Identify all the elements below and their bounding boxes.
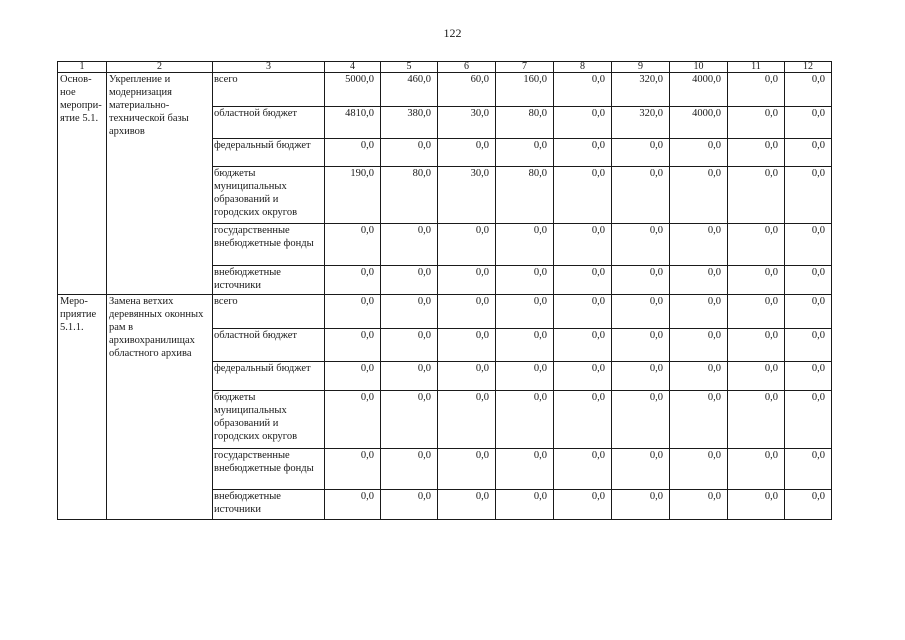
amount-cell: 0,0 [496, 266, 554, 295]
amount-cell: 0,0 [381, 362, 438, 391]
amount-cell: 0,0 [728, 107, 785, 139]
amount-cell: 0,0 [325, 266, 381, 295]
amount-cell: 0,0 [612, 139, 670, 167]
amount-cell: 0,0 [728, 449, 785, 490]
activity-code: Меро-приятие 5.1.1. [58, 295, 107, 520]
amount-cell: 320,0 [612, 107, 670, 139]
amount-cell: 0,0 [670, 266, 728, 295]
amount-cell: 0,0 [670, 449, 728, 490]
amount-cell: 4000,0 [670, 73, 728, 107]
column-number: 12 [785, 62, 832, 73]
amount-cell: 0,0 [554, 295, 612, 329]
amount-cell: 0,0 [612, 362, 670, 391]
amount-cell: 0,0 [670, 139, 728, 167]
amount-cell: 460,0 [381, 73, 438, 107]
column-number: 6 [438, 62, 496, 73]
amount-cell: 160,0 [496, 73, 554, 107]
amount-cell: 0,0 [554, 266, 612, 295]
activity-code: Основ-ное меропри-ятие 5.1. [58, 73, 107, 295]
amount-cell: 0,0 [438, 449, 496, 490]
column-number-row [58, 62, 832, 73]
funding-source: областной бюджет [213, 107, 325, 139]
amount-cell: 0,0 [728, 490, 785, 520]
amount-cell: 0,0 [381, 391, 438, 449]
amount-cell: 0,0 [670, 224, 728, 266]
amount-cell: 0,0 [728, 167, 785, 224]
amount-cell: 0,0 [728, 73, 785, 107]
amount-cell: 0,0 [496, 139, 554, 167]
amount-cell: 0,0 [785, 167, 832, 224]
amount-cell: 0,0 [438, 295, 496, 329]
column-number: 11 [728, 62, 785, 73]
amount-cell: 0,0 [554, 167, 612, 224]
funding-source: всего [213, 295, 325, 329]
table-row [58, 73, 832, 107]
amount-cell: 0,0 [438, 329, 496, 362]
activity-name: Замена ветхих деревянных оконных рам в архивохранилищах областного архива [107, 295, 213, 520]
funding-source: федеральный бюджет [213, 139, 325, 167]
amount-cell: 0,0 [785, 362, 832, 391]
funding-source: всего [213, 73, 325, 107]
funding-source: внебюджетные источники [213, 266, 325, 295]
amount-cell: 0,0 [612, 449, 670, 490]
amount-cell: 0,0 [612, 295, 670, 329]
amount-cell: 0,0 [438, 139, 496, 167]
amount-cell: 5000,0 [325, 73, 381, 107]
budget-table [57, 61, 832, 520]
amount-cell: 0,0 [325, 490, 381, 520]
amount-cell: 0,0 [670, 329, 728, 362]
amount-cell: 0,0 [785, 266, 832, 295]
amount-cell: 0,0 [496, 362, 554, 391]
amount-cell: 0,0 [612, 266, 670, 295]
amount-cell: 0,0 [670, 391, 728, 449]
amount-cell: 0,0 [728, 391, 785, 449]
table-row [58, 295, 832, 329]
amount-cell: 0,0 [381, 295, 438, 329]
amount-cell: 0,0 [554, 329, 612, 362]
amount-cell: 190,0 [325, 167, 381, 224]
amount-cell: 0,0 [325, 449, 381, 490]
activity-name: Укрепление и модернизация материально-технической базы архивов [107, 73, 213, 295]
column-number: 3 [213, 62, 325, 73]
amount-cell: 0,0 [325, 362, 381, 391]
column-number: 1 [58, 62, 107, 73]
amount-cell: 0,0 [728, 224, 785, 266]
amount-cell: 0,0 [496, 449, 554, 490]
amount-cell: 0,0 [785, 73, 832, 107]
amount-cell: 0,0 [554, 224, 612, 266]
amount-cell: 0,0 [728, 362, 785, 391]
amount-cell: 80,0 [381, 167, 438, 224]
amount-cell: 0,0 [438, 224, 496, 266]
amount-cell: 0,0 [325, 391, 381, 449]
funding-source: государственные внебюджетные фонды [213, 224, 325, 266]
amount-cell: 0,0 [728, 139, 785, 167]
amount-cell: 0,0 [612, 224, 670, 266]
amount-cell: 0,0 [785, 490, 832, 520]
amount-cell: 0,0 [381, 266, 438, 295]
amount-cell: 0,0 [785, 295, 832, 329]
amount-cell: 0,0 [785, 107, 832, 139]
funding-source: бюджеты муниципальных образований и городских округов [213, 391, 325, 449]
amount-cell: 0,0 [438, 266, 496, 295]
amount-cell: 0,0 [612, 490, 670, 520]
amount-cell: 0,0 [728, 329, 785, 362]
amount-cell: 0,0 [728, 295, 785, 329]
amount-cell: 0,0 [381, 449, 438, 490]
amount-cell: 0,0 [554, 139, 612, 167]
funding-source: внебюджетные источники [213, 490, 325, 520]
amount-cell: 30,0 [438, 107, 496, 139]
amount-cell: 0,0 [381, 329, 438, 362]
amount-cell: 0,0 [496, 295, 554, 329]
column-number: 7 [496, 62, 554, 73]
amount-cell: 0,0 [785, 329, 832, 362]
amount-cell: 0,0 [612, 329, 670, 362]
amount-cell: 0,0 [554, 490, 612, 520]
funding-source: областной бюджет [213, 329, 325, 362]
amount-cell: 0,0 [381, 490, 438, 520]
amount-cell: 0,0 [554, 107, 612, 139]
amount-cell: 0,0 [785, 139, 832, 167]
amount-cell: 0,0 [496, 224, 554, 266]
amount-cell: 0,0 [785, 224, 832, 266]
amount-cell: 0,0 [325, 329, 381, 362]
amount-cell: 0,0 [438, 362, 496, 391]
column-number: 2 [107, 62, 213, 73]
amount-cell: 0,0 [325, 224, 381, 266]
column-number: 9 [612, 62, 670, 73]
amount-cell: 0,0 [325, 139, 381, 167]
column-number: 8 [554, 62, 612, 73]
amount-cell: 4810,0 [325, 107, 381, 139]
amount-cell: 0,0 [554, 73, 612, 107]
amount-cell: 0,0 [496, 490, 554, 520]
amount-cell: 0,0 [554, 391, 612, 449]
amount-cell: 0,0 [670, 362, 728, 391]
amount-cell: 380,0 [381, 107, 438, 139]
amount-cell: 0,0 [612, 391, 670, 449]
amount-cell: 0,0 [554, 362, 612, 391]
amount-cell: 60,0 [438, 73, 496, 107]
amount-cell: 0,0 [554, 449, 612, 490]
amount-cell: 0,0 [325, 295, 381, 329]
amount-cell: 80,0 [496, 167, 554, 224]
column-number: 4 [325, 62, 381, 73]
amount-cell: 0,0 [438, 391, 496, 449]
amount-cell: 0,0 [670, 490, 728, 520]
amount-cell: 0,0 [438, 490, 496, 520]
amount-cell: 0,0 [381, 224, 438, 266]
amount-cell: 0,0 [670, 295, 728, 329]
amount-cell: 0,0 [612, 167, 670, 224]
amount-cell: 0,0 [728, 266, 785, 295]
amount-cell: 0,0 [496, 391, 554, 449]
funding-source: федеральный бюджет [213, 362, 325, 391]
column-number: 10 [670, 62, 728, 73]
amount-cell: 4000,0 [670, 107, 728, 139]
amount-cell: 0,0 [381, 139, 438, 167]
amount-cell: 0,0 [785, 449, 832, 490]
amount-cell: 80,0 [496, 107, 554, 139]
amount-cell: 320,0 [612, 73, 670, 107]
amount-cell: 30,0 [438, 167, 496, 224]
amount-cell: 0,0 [670, 167, 728, 224]
funding-source: государственные внебюджетные фонды [213, 449, 325, 490]
column-number: 5 [381, 62, 438, 73]
amount-cell: 0,0 [496, 329, 554, 362]
page-number: 122 [443, 26, 462, 40]
amount-cell: 0,0 [785, 391, 832, 449]
funding-source: бюджеты муниципальных образований и городских округов [213, 167, 325, 224]
